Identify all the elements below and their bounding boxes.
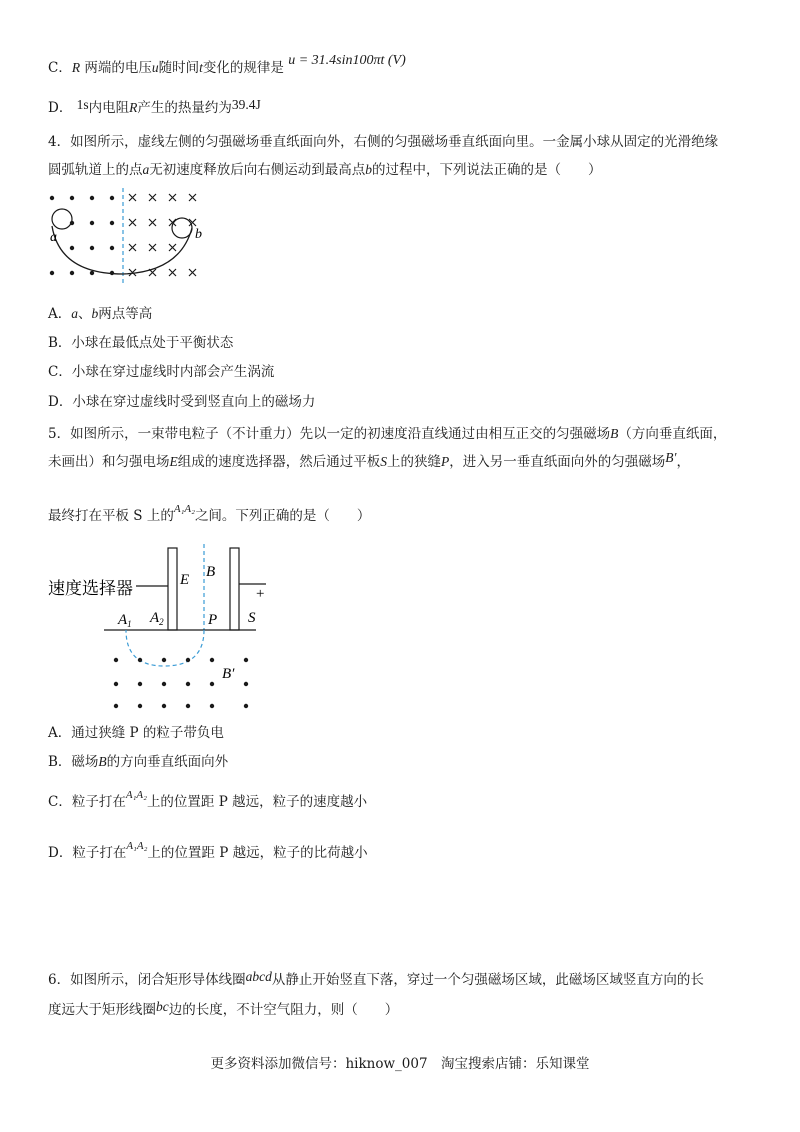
- label-a: a: [50, 230, 57, 245]
- arc-track: [52, 226, 192, 274]
- q5-option-b[interactable]: B．磁场B的方向垂直纸面向外: [48, 754, 229, 770]
- prev-option-c: C．R 两端的电压u随时间t变化的规律是 u = 31.4sin100πt (V): [48, 53, 406, 76]
- left-plate: [168, 548, 177, 630]
- prev-option-d: D． 1s内电阻R产生的热量约为39.4J: [48, 97, 261, 116]
- ball-at-b: [172, 218, 192, 238]
- q6-stem-line2: 度远大于矩形线圈bc边的长度，不计空气阻力，则（ ）: [48, 999, 399, 1018]
- label-A2: $A_2$: [150, 610, 164, 627]
- plus-sign: +: [256, 586, 265, 602]
- right-plate: [230, 548, 239, 630]
- dot-field-left: [50, 196, 114, 275]
- q5-option-c[interactable]: C．粒子打在$^{A_1A_2}$上的位置距 P 越远，粒子的速度越小: [48, 789, 368, 810]
- label-Bprime: B′: [222, 666, 235, 682]
- label-S: S: [248, 610, 256, 626]
- cross-field-right: [129, 194, 196, 276]
- label-E: E: [180, 572, 190, 588]
- q5-option-a[interactable]: A．通过狭缝 P 的粒子带负电: [48, 725, 224, 741]
- q4-option-c[interactable]: C．小球在穿过虚线时内部会产生涡流: [48, 364, 275, 380]
- label-B: B: [206, 564, 216, 580]
- q5-stem-line3: 最终打在平板 S 上的$^{A_1A_2}$之间。下列正确的是（ ）: [48, 503, 371, 524]
- q4-option-a[interactable]: A．a、b两点等高: [48, 306, 153, 322]
- label-P: P: [208, 612, 218, 628]
- q6-stem-line1: 6．如图所示，闭合矩形导体线圈abcd从静止开始竖直下落，穿过一个匀强磁场区域，此磁场区域竖直方向的长: [48, 969, 704, 988]
- q4-option-b[interactable]: B．小球在最低点处于平衡状态: [48, 335, 234, 351]
- label-A1: $A_1$: [118, 612, 132, 629]
- q5-figure: [46, 540, 276, 710]
- q4-stem-line1: 4．如图所示，虚线左侧的匀强磁场垂直纸面向外，右侧的匀强磁场垂直纸面向里。一金属小球从固定的光滑绝缘: [48, 134, 719, 150]
- label-b: b: [195, 227, 202, 242]
- q5-stem-line1: 5．如图所示，一束带电粒子（不计重力）先以一定的初速度沿直线通过由相互正交的匀强磁场B（方向垂直纸面，: [48, 426, 727, 442]
- footer-note: 更多资料添加微信号：hiknow_007 淘宝搜索店铺：乐知课堂: [210, 1056, 590, 1072]
- q4-option-d[interactable]: D．小球在穿过虚线时受到竖直向上的磁场力: [48, 394, 316, 410]
- ball-at-a: [52, 209, 72, 229]
- q4-figure: [40, 186, 210, 286]
- q4-stem-line2: 圆弧轨道上的点a无初速度释放后向右侧运动到最高点b的过程中，下列说法正确的是（ ）: [48, 162, 602, 178]
- q5-stem-line2: 未画出）和匀强电场E组成的速度选择器，然后通过平板S上的狭缝P，进入另一垂直纸面向外的匀强磁场B′，: [48, 450, 690, 470]
- velocity-selector-label: 速度选择器: [48, 579, 133, 598]
- q5-option-d[interactable]: D．粒子打在$^{A_1A_2}$上的位置距 P 越远，粒子的比荷越小: [48, 840, 368, 861]
- voltage-formula: u = 31.4sin100πt (V): [288, 53, 406, 68]
